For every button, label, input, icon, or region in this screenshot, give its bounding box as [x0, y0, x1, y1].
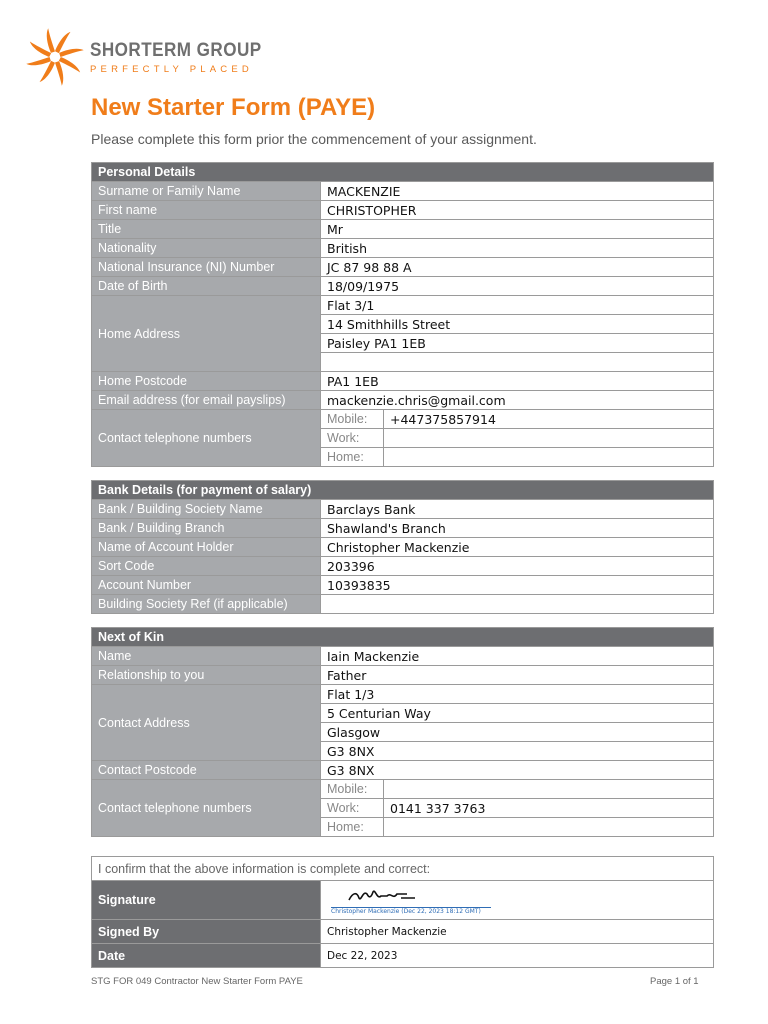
nationality-label: Nationality [92, 239, 321, 258]
contact-postcode-field[interactable]: G3 8NX [321, 761, 714, 780]
table-row [92, 220, 714, 239]
nok-name-label: Name [92, 647, 321, 666]
bank-details-header: Bank Details (for payment of salary) [92, 481, 714, 500]
dob-field[interactable]: 18/09/1975 [321, 277, 714, 296]
page-title: New Starter Form (PAYE) [91, 94, 376, 121]
table-row [92, 538, 714, 557]
contact-address-line-3[interactable]: Glasgow [321, 723, 714, 742]
nok-mobile-field[interactable] [384, 780, 714, 799]
phone-numbers-label: Contact telephone numbers [92, 410, 321, 467]
table-row [92, 666, 714, 685]
table-row [92, 391, 714, 410]
account-holder-field[interactable]: Christopher Mackenzie [321, 538, 714, 557]
next-of-kin-table [91, 627, 714, 837]
table-row [92, 500, 714, 519]
intro-text: Please complete this form prior the commencement of your assignment. [91, 131, 537, 147]
bank-branch-label: Bank / Building Branch [92, 519, 321, 538]
ni-label: National Insurance (NI) Number [92, 258, 321, 277]
mobile-label: Mobile: [321, 410, 384, 429]
date-field[interactable]: Dec 22, 2023 [321, 944, 714, 968]
table-row [92, 595, 714, 614]
confirmation-table [91, 856, 714, 968]
sort-code-field[interactable]: 203396 [321, 557, 714, 576]
nationality-field[interactable]: British [321, 239, 714, 258]
bank-name-label: Bank / Building Society Name [92, 500, 321, 519]
date-label: Date [92, 944, 321, 968]
nok-phone-numbers-label: Contact telephone numbers [92, 780, 321, 837]
home-address-line-2[interactable]: 14 Smithhills Street [321, 315, 714, 334]
nok-name-field[interactable]: Iain Mackenzie [321, 647, 714, 666]
table-row [92, 557, 714, 576]
home-address-label: Home Address [92, 296, 321, 372]
account-number-field[interactable]: 10393835 [321, 576, 714, 595]
home-postcode-label: Home Postcode [92, 372, 321, 391]
bank-details-table [91, 480, 714, 614]
surname-label: Surname or Family Name [92, 182, 321, 201]
contact-address-label: Contact Address [92, 685, 321, 761]
brand-tagline: PERFECTLY PLACED [90, 64, 253, 75]
table-row [92, 410, 714, 429]
pinwheel-logo-icon [26, 28, 84, 86]
first-name-label: First name [92, 201, 321, 220]
home-address-line-1[interactable]: Flat 3/1 [321, 296, 714, 315]
account-holder-label: Name of Account Holder [92, 538, 321, 557]
mobile-field[interactable]: +447375857914 [384, 410, 714, 429]
signed-by-field[interactable]: Christopher Mackenzie [321, 920, 714, 944]
table-row [92, 239, 714, 258]
contact-address-line-1[interactable]: Flat 1/3 [321, 685, 714, 704]
company-logo [26, 28, 266, 88]
table-row [92, 372, 714, 391]
table-row [92, 519, 714, 538]
nok-work-field[interactable]: 0141 337 3763 [384, 799, 714, 818]
contact-postcode-label: Contact Postcode [92, 761, 321, 780]
ni-field[interactable]: JC 87 98 88 A [321, 258, 714, 277]
nok-work-label: Work: [321, 799, 384, 818]
home-phone-label: Home: [321, 448, 384, 467]
table-row [92, 576, 714, 595]
table-row [92, 780, 714, 799]
email-field[interactable]: mackenzie.chris@gmail.com [321, 391, 714, 410]
home-address-line-4[interactable] [321, 353, 714, 372]
contact-address-line-2[interactable]: 5 Centurian Way [321, 704, 714, 723]
confirmation-statement: I confirm that the above information is complete and correct: [92, 857, 714, 881]
title-label: Title [92, 220, 321, 239]
nok-mobile-label: Mobile: [321, 780, 384, 799]
signature-field[interactable] [321, 881, 714, 920]
personal-details-header: Personal Details [92, 163, 714, 182]
building-society-ref-label: Building Society Ref (if applicable) [92, 595, 321, 614]
first-name-field[interactable]: CHRISTOPHER [321, 201, 714, 220]
handwritten-signature-icon [347, 886, 417, 906]
bank-name-field[interactable]: Barclays Bank [321, 500, 714, 519]
next-of-kin-header: Next of Kin [92, 628, 714, 647]
personal-details-table [91, 162, 714, 467]
dob-label: Date of Birth [92, 277, 321, 296]
account-number-label: Account Number [92, 576, 321, 595]
contact-address-line-4[interactable]: G3 8NX [321, 742, 714, 761]
bank-branch-field[interactable]: Shawland's Branch [321, 519, 714, 538]
table-row [92, 761, 714, 780]
home-address-line-3[interactable]: Paisley PA1 1EB [321, 334, 714, 353]
home-phone-field[interactable] [384, 448, 714, 467]
work-label: Work: [321, 429, 384, 448]
signature-stamp: Christopher Mackenzie (Dec 22, 2023 18:12 GMT) [331, 908, 481, 915]
sort-code-label: Sort Code [92, 557, 321, 576]
home-postcode-field[interactable]: PA1 1EB [321, 372, 714, 391]
title-field[interactable]: Mr [321, 220, 714, 239]
table-row [92, 182, 714, 201]
table-row [92, 201, 714, 220]
nok-home-field[interactable] [384, 818, 714, 837]
signed-by-label: Signed By [92, 920, 321, 944]
email-label: Email address (for email payslips) [92, 391, 321, 410]
surname-field[interactable]: MACKENZIE [321, 182, 714, 201]
table-row [92, 647, 714, 666]
nok-home-label: Home: [321, 818, 384, 837]
work-field[interactable] [384, 429, 714, 448]
brand-name: SHORTERM GROUP [90, 40, 262, 61]
table-row [92, 296, 714, 315]
page-number: Page 1 of 1 [650, 976, 699, 987]
table-row [92, 277, 714, 296]
table-row [92, 258, 714, 277]
relationship-label: Relationship to you [92, 666, 321, 685]
building-society-ref-field[interactable] [321, 595, 714, 614]
table-row [92, 685, 714, 704]
relationship-field[interactable]: Father [321, 666, 714, 685]
signature-label: Signature [92, 881, 321, 920]
form-reference: STG FOR 049 Contractor New Starter Form PAYE [91, 976, 303, 987]
